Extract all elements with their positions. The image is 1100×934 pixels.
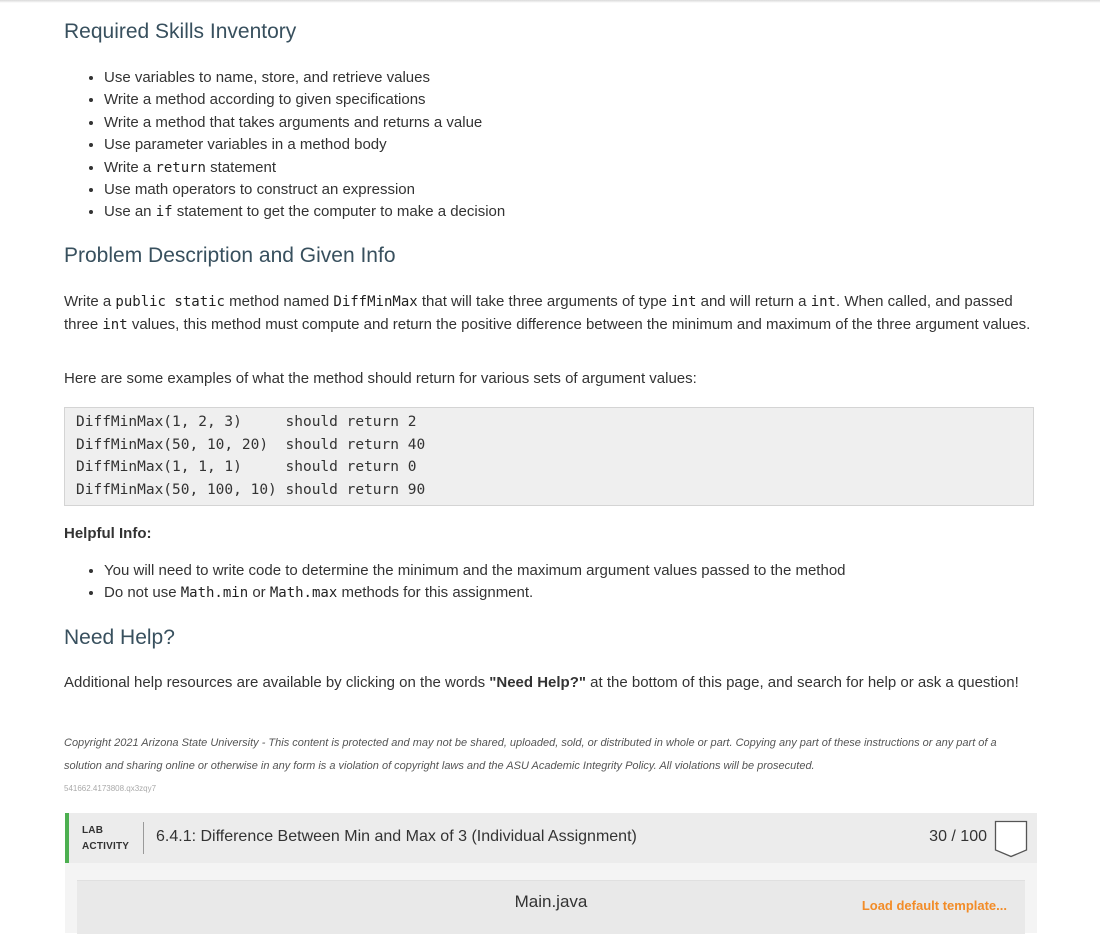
list-item: • Use math operators to construct an expression bbox=[104, 179, 1034, 201]
list-item: • Do not use Math.min or Math.max methods for this assignment. bbox=[104, 582, 1034, 604]
content-id: 541662.4173808.qx3zqy7 bbox=[64, 784, 157, 793]
list-item: • Write a method that takes arguments and returns a value bbox=[104, 112, 1034, 134]
need-help-heading: Need Help? bbox=[64, 626, 175, 649]
code-line: DiffMinMax(50, 100, 10) should return 90 bbox=[76, 482, 426, 498]
lab-header bbox=[65, 813, 1037, 863]
lab-title: 6.4.1: Difference Between Min and Max of 3 (Individual Assignment) bbox=[156, 828, 637, 845]
file-name: Main.java bbox=[514, 892, 588, 911]
examples-code-block bbox=[64, 407, 1034, 506]
helpful-info-label: Helpful Info: bbox=[64, 525, 152, 542]
copyright-notice: Copyright 2021 Arizona State University - This content is protected and may not be shared, uploaded, sold, or distributed in whole or part. Copying any part of these instructions or any part of a solution and sharing online or otherwise in any form is a violation of copyright laws and the ASU Academic Integrity Policy. All violations will be prosecuted. bbox=[64, 737, 997, 772]
problem-description: Write a public static method named DiffMinMax that will take three arguments of type int and will return a int. When called, and passed three int values, this method must compute and return the positive difference between the minimum and maximum of the three argument values. bbox=[64, 293, 1031, 333]
problem-heading: Problem Description and Given Info bbox=[64, 244, 396, 267]
list-item: • You will need to write code to determine the minimum and the maximum argument values passed to the method bbox=[104, 560, 1034, 582]
code-line: DiffMinMax(50, 10, 20) should return 40 bbox=[76, 437, 426, 453]
code-line: DiffMinMax(1, 1, 1) should return 0 bbox=[76, 459, 417, 475]
examples-intro: Here are some examples of what the method should return for various sets of argument values: bbox=[64, 370, 697, 387]
top-shadow bbox=[0, 0, 1100, 3]
code-line: DiffMinMax(1, 2, 3) should return 2 bbox=[76, 414, 417, 430]
list-item: • Use parameter variables in a method body bbox=[104, 134, 1034, 156]
divider bbox=[143, 822, 144, 854]
completion-shield-icon bbox=[994, 820, 1028, 858]
lab-score: 30 / 100 bbox=[929, 828, 987, 845]
lab-activity-label: LAB ACTIVITY bbox=[82, 825, 130, 852]
skills-list bbox=[64, 67, 1034, 224]
need-help-text: Additional help resources are available by clicking on the words "Need Help?" at the bottom of this page, and search for help or ask a question! bbox=[64, 674, 1019, 691]
lab-activity bbox=[65, 813, 1037, 933]
list-item: • Use an if statement to get the computer to make a decision bbox=[104, 201, 1034, 223]
list-item: • Use variables to name, store, and retrieve values bbox=[104, 67, 1034, 89]
list-item: • Write a return statement bbox=[104, 157, 1034, 179]
load-default-template-link[interactable]: Load default template... bbox=[861, 898, 1007, 913]
helpful-info-list bbox=[64, 560, 1034, 605]
skills-heading: Required Skills Inventory bbox=[64, 20, 297, 43]
list-item: • Write a method according to given specifications bbox=[104, 89, 1034, 111]
code-editor-header bbox=[77, 880, 1025, 934]
